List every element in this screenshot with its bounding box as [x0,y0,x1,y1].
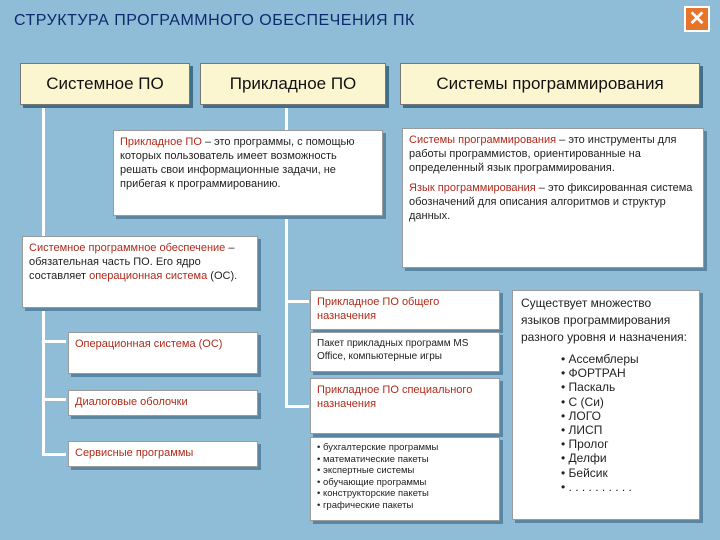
list-item: • экспертные системы [317,465,493,477]
list-item: • Пролог [561,437,691,451]
list-item: • математические пакеты [317,454,493,466]
header-applied-software: Прикладное ПО [200,63,386,105]
applied-software-definition: Прикладное ПО – это программы, с помощью которых пользователь имеет возможность решать свои информационные задачи, не прибегая к программированию. [113,130,383,216]
system-software-definition: Системное программное обеспечение – обязательная часть ПО. Его ядро составляет операционная система (ОС). [22,236,258,308]
list-item: • . . . . . . . . . . [561,480,691,494]
list-item: • Ассемблеры [561,352,691,366]
system-item-service: Сервисные программы [68,441,258,467]
connector-line [285,300,309,303]
programming-systems-definition: Системы программирования – это инструменты для работы программистов, ориентированные на определенный язык программирования. Язык программирования – это фиксированная система обозначений для описания алгоритмов и структур данных. [402,128,704,268]
system-item-shells: Диалоговые оболочки [68,390,258,416]
list-item: • Паскаль [561,380,691,394]
list-item: • С (Си) [561,395,691,409]
connector-line [42,398,66,401]
list-item: • Бейсик [561,466,691,480]
connector-line [42,453,66,456]
languages-box [512,290,700,520]
connector-line [42,340,66,343]
list-item: • Делфи [561,451,691,465]
list-item: • графические пакеты [317,500,493,512]
system-item-os: Операционная система (ОС) [68,332,258,374]
applied-general-desc: Пакет прикладных программ MS Office, компьютерные игры [310,332,500,372]
close-button[interactable]: ✕ [684,6,710,32]
list-item: • ЛОГО [561,409,691,423]
languages-intro: Существует множество языков программирования разного уровня и назначения: [521,296,688,344]
page-title: СТРУКТУРА ПРОГРАММНОГО ОБЕСПЕЧЕНИЯ ПК [14,12,415,29]
list-item: • ЛИСП [561,423,691,437]
header-programming-systems: Системы программирования [400,63,700,105]
applied-special-title: Прикладное ПО специального назначения [310,378,500,434]
list-item: • конструкторские пакеты [317,488,493,500]
list-item: • ФОРТРАН [561,366,691,380]
list-item: • бухгалтерские программы [317,442,493,454]
connector-line [285,405,309,408]
header-system-software: Системное ПО [20,63,190,105]
applied-special-list [310,437,500,521]
list-item: • обучающие программы [317,477,493,489]
applied-general-title: Прикладное ПО общего назначения [310,290,500,330]
